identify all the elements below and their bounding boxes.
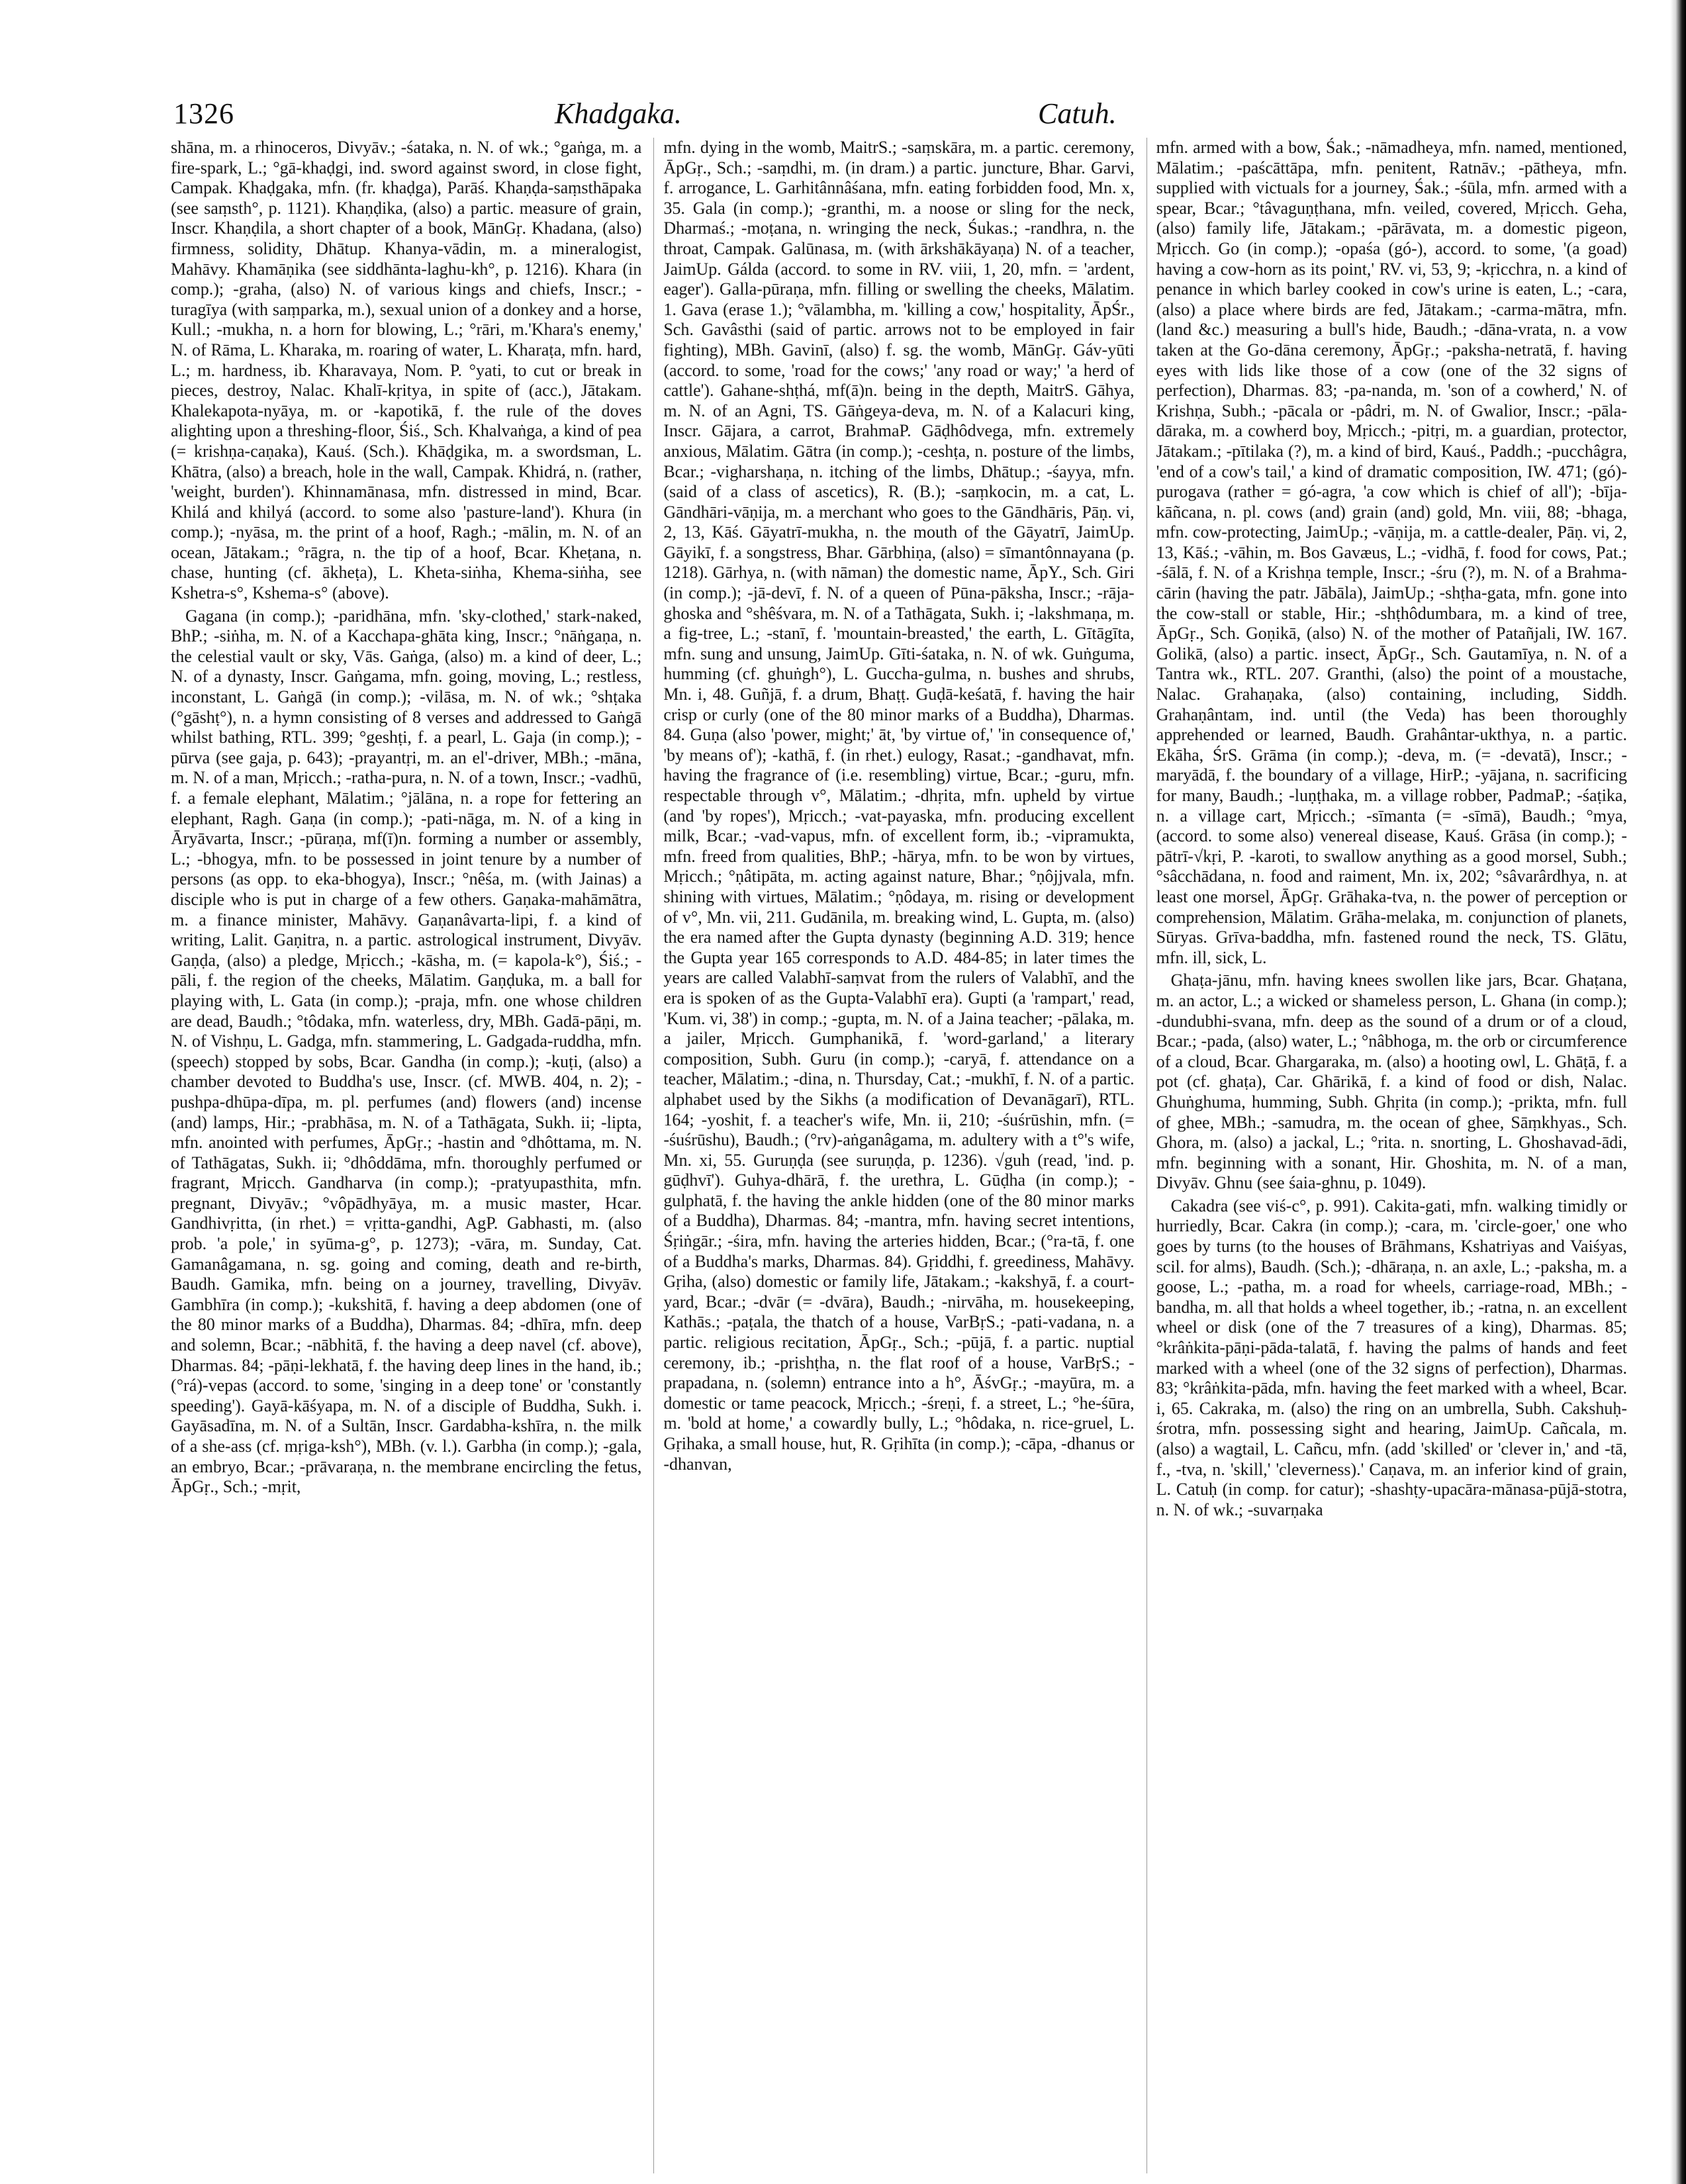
column-2 bbox=[653, 138, 1134, 2173]
column-1 bbox=[171, 138, 641, 2173]
column-1-paragraph: Gagana (in comp.); -paridhāna, mfn. 'sky-clothed,' stark-naked, BhP.; -siṅha, m. N. of a Kacchapa-ghāta king, Inscr.; °nāṅgaṇa, n. the celestial vault or sky, Vās. Gaṅga, (also) m. a kind of deer, L.; N. of a dynasty, Inscr. Gaṅgama, mfn. going, moving, L.; restless, inconstant, L. Gaṅgā (in comp.); -vilāsa, m. N. of wk.; °shṭaka (°gāshṭ°), n. a hymn consisting of 8 verses and addressed to Gaṅgā whilst bathing, RTL. 399; °geshṭi, f. a pearl, L. Gaja (in comp.); -pūrva (see gaja, p. 643); -prayantṛi, m. an el'-driver, MBh.; -māna, m. N. of a man, Mṛicch.; -ratha-pura, n. N. of a town, Inscr.; -vadhū, f. a female elephant, Mālatim.; °jālāna, n. a rope for fettering an elephant, Ragh. Gaṇa (in comp.); -pati-nāga, m. N. of a king in Āryāvarta, Inscr.; -pūraṇa, mf(ī)n. forming a number or assembly, L.; -bhogya, mfn. to be possessed in joint tenure by a number of persons (as opp. to eka-bhogya), Inscr.; °nêśa, m. (with Jainas) a disciple who is put in charge of a few others. Gaṇaka-mahāmātra, m. a finance minister, Mahāvy. Gaṇanâvarta-lipi, f. a kind of writing, Lalit. Gaṇitra, n. a partic. astrological instrument, Divyāv. Gaṇḍa, (also) a pledge, Mṛicch.; -kāsha, m. (= kapola-k°), Śiś.; -pāli, f. the region of the cheeks, Mālatim. Gaṇḍuka, m. a ball for playing with, L. Gata (in comp.); -praja, mfn. one whose children are dead, Baudh.; °tôdaka, mfn. waterless, dry, MBh. Gadā-pāṇi, m. N. of Vishṇu, L. Gadga, mfn. stammering, L. Gadgada-ruddha, mfn. (speech) stopped by sobs, Bcar. Gandha (in comp.); -kuṭi, (also) a chamber devoted to Buddha's use, Inscr. (cf. MWB. 404, n. 2); -pushpa-dhūpa-dīpa, m. pl. perfumes (and) flowers (and) incense (and) lamps, Hir.; -prabhāsa, m. N. of a Tathāgata, Sukh. ii; -lipta, mfn. anointed with perfumes, ĀpGṛ.; -hastin and °dhôttama, m. N. of Tathāgatas, Sukh. ii; °dhôddāma, mfn. thoroughly perfumed or fragrant, Mṛicch. Gandharva (in comp.); -pratyupasthita, mfn. pregnant, Divyāv.; °vôpādhyāya, m. a music master, Hcar. Gandhivṛitta, (in rhet.) = vṛitta-gandhi, AgP. Gabhasti, m. (also prob. 'a pole,' in syūma-g°, p. 1273); -vāra, m. Sunday, Cat. Gamanâgamana, n. sg. going and coming, death and re-birth, Baudh. Gamika, mfn. being on a journey, travelling, Divyāv. Gambhīra (in comp.); -kukshitā, f. having a deep abdomen (one of the 80 minor marks of a Buddha), Dharmas. 84; -dhīra, mfn. deep and solemn, Bcar.; -nābhitā, f. the having a deep navel (cf. above), Dharmas. 84; -pāṇi-lekhatā, f. the having deep lines in the hand, ib.; (°rá)-vepas (accord. to some, 'singing in a deep tone' or 'constantly speeding'). Gayā-kāśyapa, m. N. of a disciple of Buddha, Sukh. i. Gayāsadīna, m. N. of a Sultān, Inscr. Gardabha-kshīra, n. the milk of a she-ass (cf. mṛiga-ksh°), MBh. (v. l.). Garbha (in comp.); -gala, an embryo, Bcar.; -prāvaraṇa, n. the membrane encircling the fetus, ĀpGṛ., Sch.; -mṛit, bbox=[171, 606, 642, 1497]
column-3-paragraph: Cakadra (see viś-c°, p. 991). Cakita-gati, mfn. walking timidly or hurriedly, Bcar. Cakra (in comp.); -cara, m. 'circle-goer,' one who goes by turns (to the houses of Brāhmans, Kshatriyas and Vaiśyas, scil. for alms), Baudh. (Sch.); -dhāraṇa, n. an axle, L.; -paksha, m. a goose, L.; -patha, m. a road for wheels, carriage-road, MBh.; -bandha, m. all that holds a wheel together, ib.; -ratna, n. an excellent wheel or disk (one of the 7 treasures of a king), Dharmas. 85; °krâṅkita-pāṇi-pāda-talatā, f. having the palms of hands and feet marked with a wheel (one of the 32 signs of perfection), Dharmas. 83; °krâṅkita-pāda, mfn. having the feet marked with a wheel, Bcar. i, 65. Cakraka, m. (also) the ring on an umbrella, Subh. Cakshuḥ-śrotra, mfn. possessing sight and hearing, JaimUp. Cañcala, m. (also) a wagtail, L. Cañcu, mfn. (add 'skilled' or 'clever in,' and -tā, f., -tva, n. 'skill,' 'cleverness).' Caṇava, m. an inferior kind of grain, L. Catuḥ (in comp. for catur); -shashṭy-upacāra-mānasa-pūjā-stotra, n. N. of wk.; -suvarṇaka bbox=[1156, 1196, 1627, 1519]
page-edge-shadow bbox=[1670, 0, 1686, 2184]
left-running-headword: Khadgaka. bbox=[555, 97, 682, 130]
text-columns bbox=[171, 138, 1627, 2173]
right-running-headword: Catuh. bbox=[1038, 97, 1117, 130]
column-1-paragraph: shāna, m. a rhinoceros, Divyāv.; -śataka, n. N. of wk.; °gaṅga, m. a fire-spark, L.; °gā-khaḍgi, ind. sword against sword, in close fight, Campak. Khaḍgaka, mfn. (fr. khaḍga), Parāś. Khaṇḍa-saṃsthāpaka (see saṃsth°, p. 1121). Khaṇḍika, (also) a partic. measure of grain, Inscr. Khaṇḍila, a short chapter of a book, MānGṛ. Khadana, (also) firmness, solidity, Dhātup. Khanya-vādin, m. a mineralogist, Mahāvy. Khamāṇika (see siddhānta-laghu-kh°, p. 1216). Khara (in comp.); -graha, (also) N. of various kings and chiefs, Inscr.; -turagīya (with saṃparka, m.), sexual union of a donkey and a horse, Kull.; -mukha, n. a horn for blowing, L.; °rāri, m.'Khara's enemy,' N. of Rāma, L. Kharaka, m. roaring of water, L. Kharaṭa, mfn. hard, L.; m. hardness, ib. Kharavaya, Nom. P. °yati, to cut or break in pieces, destroy, Nalac. Khalī-kṛitya, in spite of (acc.), Jātakam. Khalekapota-nyāya, m. or -kapotikā, f. the rule of the doves alighting upon a threshing-floor, Śiś., Sch. Khalvaṅga, a kind of pea (= krishṇa-caṇaka), Kauś. (Sch.). Khāḍgika, m. a swordsman, L. Khātra, (also) a breach, hole in the wall, Campak. Khidrá, n. (rather, 'weight, burden'). Khinnamānasa, mfn. distressed in mind, Bcar. Khilá and khilyá (accord. to some also 'pasture-land'). Khura (in comp.); -nyāsa, m. the print of a hoof, Ragh.; -mālin, m. N. of an ocean, Jātakam.; °rāgra, n. the tip of a hoof, Bcar. Kheṭana, n. chase, hunting (cf. ākheṭa), L. Kheta-siṅha, Khema-siṅha, see Kshetra-s°, Kshema-s° (above). bbox=[171, 138, 642, 603]
column-2-paragraph: mfn. dying in the womb, MaitrS.; -saṃskāra, m. a partic. ceremony, ĀpGṛ., Sch.; -saṃdhi, m. (in dram.) a partic. juncture, Bhar. Garvi, f. arrogance, L. Garhitânnâśana, mfn. eating forbidden food, Mn. x, 35. Gala (in comp.); -granthi, m. a noose or sling for the neck, Dharmaś.; -moṭana, n. wringing the neck, Śukas.; -randhra, n. the throat, Campak. Galūnasa, m. (with ārkshākāyaṇa) N. of a teacher, JaimUp. Gálda (accord. to some in RV. viii, 1, 20, mfn. = 'ardent, eager'). Galla-pūraṇa, mfn. filling or swelling the cheeks, Mālatim. 1. Gava (erase 1.); °vālambha, m. 'killing a cow,' hospitality, ĀpŚr., Sch. Gavâsthi (said of partic. arrows not to be employed in fair fighting), MBh. Gavinī, (also) f. sg. the womb, MānGṛ. Gáv-yūti (accord. to some, 'road for the cows;' 'any road or way;' 'a herd of cattle'). Gahane-shṭhá, mf(ā)n. being in the depth, MaitrS. Gāhya, m. N. of an Agni, TS. Gāṅgeya-deva, m. N. of a Kalacuri king, Inscr. Gājara, a carrot, BrahmaP. Gāḍhôdvega, mfn. extremely anxious, Mālatim. Gātra (in comp.); -ceshṭa, n. posture of the limbs, Bcar.; -vigharshaṇa, n. itching of the limbs, Dhātup.; -śayya, mfn. (said of a class of ascetics), R. (B.); -saṃkocin, m. a cat, L. Gāndhāri-vāṇija, m. a merchant who goes to the Gāndhāris, Pāṇ. vi, 2, 13, Kāś. Gāyatrī-mukha, n. the mouth of the Gāyatrī, JaimUp. Gāyikī, f. a songstress, Bhar. Gārbhiṇa, (also) = sīmantônnayana (p. 1218). Gārhya, n. (with nāman) the domestic name, ĀpY., Sch. Giri (in comp.); -jā-devī, f. N. of a queen of Pūna-pāksha, Inscr.; -rāja-ghoska and °shêśvara, m. N. of a Tathāgata, Sukh. i; -lakshmaṇa, m. a fig-tree, L.; -stanī, f. 'mountain-breasted,' the earth, L. Gītāgīta, mfn. sung and unsung, JaimUp. Gīti-śataka, n. N. of wk. Guṅguma, humming (cf. ghuṅgh°), L. Guccha-gulma, n. bushes and shrubs, Mn. i, 48. Guñjā, f. a drum, Bhaṭṭ. Guḍā-keśatā, f. having the hair crisp or curly (one of the 80 minor marks of a Buddha), Dharmas. 84. Guṇa (also 'power, might;' āt, 'by virtue of,' 'in consequence of,' 'by means of'); -kathā, f. (in rhet.) eulogy, Rasat.; -gandhavat, mfn. having the fragrance of (i.e. resembling) virtue, Bcar.; -guru, mfn. respectable through v°, Mālatim.; -dhṛita, mfn. upheld by virtue (and 'by ropes'), Mṛicch.; -vat-payaska, mfn. producing excellent milk, Bcar.; -vad-vapus, mfn. of excellent form, ib.; -vipramukta, mfn. freed from qualities, BhP.; -hārya, mfn. to be won by virtues, Mṛicch.; °ṇâtipāta, m. acting against nature, Bhar.; °ṇôjjvala, mfn. shining with virtues, Mālatim.; °ṇôdaya, m. rising or development of v°, Mn. vii, 211. Gudānila, m. breaking wind, L. Gupta, m. (also) the era named after the Gupta dynasty (beginning A.D. 319; hence the Gupta year 165 corresponds to A.D. 484-85; in later times the years are called Valabhī-saṃvat from the rulers of Valabhī, and the era is spoken of as the Gupta-Valabhī era). Gupti (a 'rampart,' read, 'Kum. vi, 38') in comp.; -gupta, m. N. of a Jaina teacher; -pālaka, m. a jailer, Mṛicch. Gumphanikā, f. 'word-garland,' a literary composition, Subh. Guru (in comp.); -caryā, f. attendance on a teacher, Mālatim.; -dina, n. Thursday, Cat.; -mukhī, f. N. of a partic. alphabet used by the Sikhs (a modification of Devanāgarī), RTL. 164; -yoshit, f. a teacher's wife, Mn. ii, 210; -śuśrūshin, mfn. (= -śuśrūshu), Baudh.; (°rv)-aṅganâgama, m. adultery with a t°'s wife, Mn. xi, 55. Guruṇḍa (see suruṇḍa, p. 1236). √guh (read, 'ind. p. gūḍhvī'). Guhya-dhārā, f. the urethra, L. Gūḍha (in comp.); -gulphatā, f. the having the ankle hidden (one of the 80 minor marks of a Buddha), Dharmas. 84; -mantra, mfn. having secret intentions, Śṛiṅgār.; -śira, mfn. having the arteries hidden, Bcar.; (°ra-tā, f. one of a Buddha's marks, Dharmas. 84). Gṛiddhi, f. greediness, Mahāvy. Gṛiha, (also) domestic or family life, Jātakam.; -kakshyā, f. a court-yard, Bcar.; -dvār (= -dvāra), Baudh.; -nirvāha, m. housekeeping, Kathās.; -paṭala, the thatch of a house, VarBṛS.; -pati-vadana, n. a partic. religious recitation, ĀpGṛ., Sch.; -pūjā, f. a partic. nuptial ceremony, ib.; -prishṭha, n. the flat roof of a house, VarBṛS.; -prapadana, n. (solemn) entrance into a h°, ĀśvGṛ.; -mayūra, m. a domestic or tame peacock, Mṛicch.; -śreṇi, f. a street, L.; °he-śūra, m. 'bold at home,' a cowardly bully, L.; °hôdaka, n. rice-gruel, L. Gṛihaka, a small house, hut, R. Gṛihīta (in comp.); -cāpa, -dhanus or -dhanvan, bbox=[663, 138, 1135, 1474]
column-3-paragraph: Ghaṭa-jānu, mfn. having knees swollen like jars, Bcar. Ghaṭana, m. an actor, L.; a wicked or shameless person, L. Ghana (in comp.); -dundubhi-svana, mfn. deep as the sound of a drum or of a cloud, Bcar.; -pada, (also) water, L.; °nâbhoga, m. the orb or circumference of a cloud, Bcar. Ghargaraka, m. (also) a hooting owl, L. Ghāṭā, f. a pot (cf. ghaṭa), Car. Ghārikā, f. a kind of food or dish, Nalac. Ghuṅghuma, humming, Subh. Ghṛita (in comp.); -prikta, mfn. full of ghee, MBh.; -samudra, m. the ocean of ghee, Sāṃkhyas., Sch. Ghora, m. (also) a jackal, L.; °rita. n. snorting, L. Ghoshavad-ādi, mfn. beginning with a sonant, Hir. Ghoshita, m. N. of a man, Divyāv. Ghnu (see śaia-ghnu, p. 1049). bbox=[1156, 971, 1627, 1193]
column-3-paragraph: mfn. armed with a bow, Śak.; -nāmadheya, mfn. named, mentioned, Mālatim.; -paścāttāpa, mfn. penitent, Ratnāv.; -pātheya, mfn. supplied with victuals for a journey, Śak.; -śūla, mfn. armed with a spear, Bcar.; °tâvaguṇṭhana, mfn. veiled, covered, Mṛicch. Geha, (also) family life, Jātakam.; -pārāvata, m. a domestic pigeon, Mṛicch. Go (in comp.); -opaśa (gó-), accord. to some, '(a goad) having a cow-horn as its point,' RV. vi, 53, 9; -kṛicchra, n. a kind of penance in which barley cooked in cow's urine is eaten, L.; -cara, (also) a place where birds are fed, Jātakam.; -carma-mātra, mfn. (land &c.) measuring a bull's hide, Baudh.; -dāna-vrata, n. a vow taken at the Go-dāna ceremony, ĀpGṛ.; -paksha-netratā, f. having eyes with lids like those of a cow (one of the 32 signs of perfection), Dharmas. 83; -pa-nanda, m. 'son of a cowherd,' N. of Krishṇa, Subh.; -pācala or -pâdri, m. N. of Gwalior, Inscr.; -pāla-dāraka, m. a cowherd boy, Mṛicch.; -pitṛi, m. a guardian, protector, Jātakam.; -pītilaka (?), m. a kind of bird, Kauś., Paddh.; -pucchâgra, 'end of a cow's tail,' a kind of dramatic composition, IW. 471; (gó)-purogava (rather = gó-agra, 'a cow which is chief of all'); -bīja-kāñcana, n. pl. cows (and) grain (and) gold, Mn. viii, 88; -bhaga, mfn. cow-protecting, JaimUp.; -vāṇija, m. a cattle-dealer, Pāṇ. vi, 2, 13, Kāś.; -vāhin, m. Bos Gavæus, L.; -vidhā, f. food for cows, Pat.; -śālā, f. N. of a Krishṇa temple, Inscr.; -śru (?), m. N. of a Brahma-cārin (having the patr. Jābāla), JaimUp.; -shṭha-gata, mfn. gone into the cow-stall or stable, Hir.; -shṭhôdumbara, m. a kind of tree, ĀpGṛ., Sch. Goṇikā, (also) N. of the mother of Patañjali, IW. 167. Golikā, (also) a partic. insect, ĀpGṛ., Sch. Gautamīya, n. N. of a Tantra wk., RTL. 207. Granthi, (also) the point of a moustache, Nalac. Grahaṇaka, (also) containing, including, Siddh. Grahaṇântam, ind. until (the Veda) has been thoroughly apprehended or learned, Baudh. Grahântar-ukthya, n. a partic. Ekāha, ŚrS. Grāma (in comp.); -deva, m. (= -devatā), Inscr.; -maryādā, f. the boundary of a village, HirP.; -yājana, n. sacrificing for many, Baudh.; -luṇṭhaka, m. a village robber, PadmaP.; -śaṭika, n. a village cart, Mṛicch.; -sīmanta (= -sīmā), Baudh.; °mya, (accord. to some also) venereal disease, Kauś. Grāsa (in comp.); -pātrī-√kṛi, P. -karoti, to swallow anything as a good morsel, Subh.; °sâcchādana, n. food and raiment, Mn. ix, 202; °sâvarârdhya, n. at least one morsel, ĀpGṛ. Grāhaka-tva, n. the power of perception or comprehension, Mālatim. Grāha-melaka, m. conjunction of planets, Sūryas. Grīva-baddha, mfn. fastened round the neck, TS. Glātu, mfn. ill, sick, L. bbox=[1156, 138, 1627, 967]
page-number: 1326 bbox=[173, 97, 234, 130]
column-3 bbox=[1147, 138, 1627, 2173]
